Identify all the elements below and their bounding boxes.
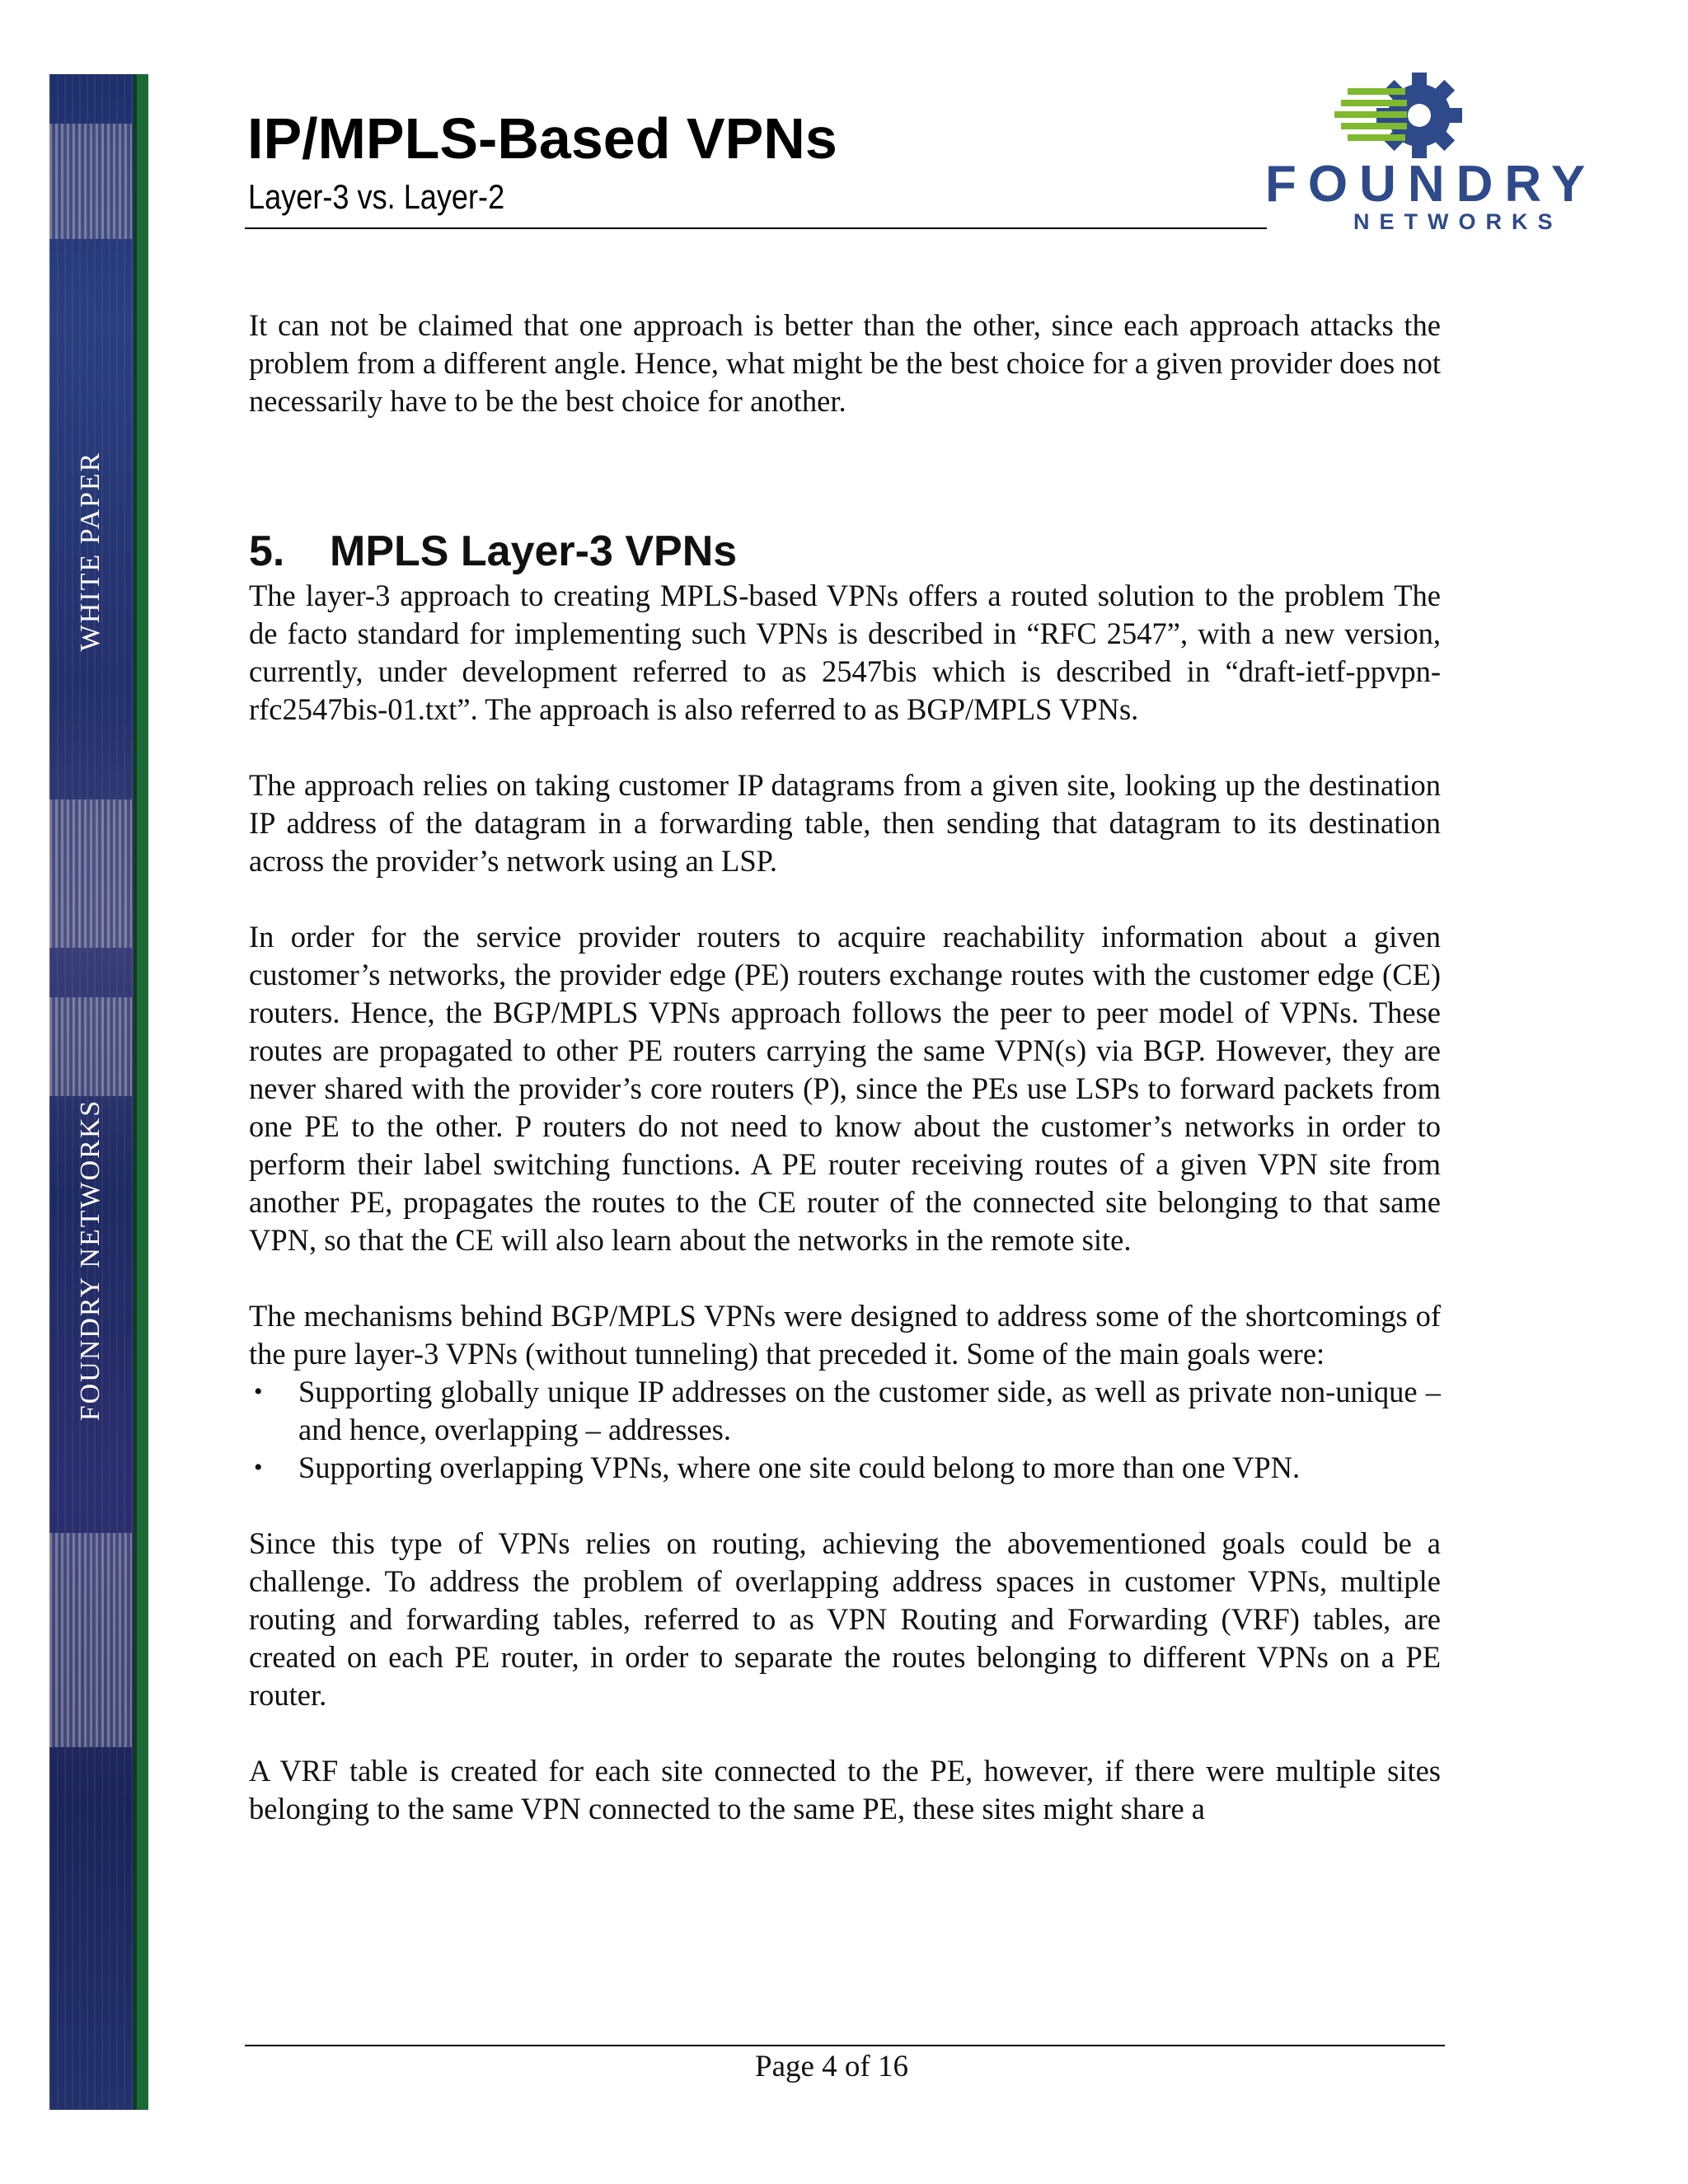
skyline-graphic: [49, 799, 132, 948]
list-item-text: Supporting globally unique IP addresses on the customer side, as well as private non-unique – and hence, overlapping – addresses.: [298, 1375, 1441, 1446]
footer-divider: [245, 2045, 1445, 2046]
decorative-sidebar: [49, 74, 148, 2110]
bullet-icon: •: [254, 1454, 263, 1481]
section-heading: [249, 526, 1441, 577]
intro-paragraph: It can not be claimed that one approach is better than the other, since each approach attacks the problem from a different angle. Hence, what might be the best choice for a given provider does not necessarily have to be the best choice for another.: [249, 308, 1441, 418]
page-number: Page 4 of 16: [755, 2050, 908, 2083]
paragraph: The mechanisms behind BGP/MPLS VPNs were designed to address some of the shortcomings of the pure layer-3 VPNs (without tunneling) that preceded it. Some of the main goals were:: [249, 1299, 1441, 1371]
section-number: 5.: [249, 527, 285, 575]
document-title: IP/MPLS-Based VPNs: [247, 106, 837, 171]
skyline-graphic: [49, 124, 132, 239]
bullet-icon: •: [254, 1378, 263, 1405]
paragraph: The approach relies on taking customer IP datagrams from a given site, looking up the destination IP address of the datagram in a forwarding table, then sending that datagram to its destination across the provider’s network using an LSP.: [249, 768, 1441, 878]
paragraph: In order for the service provider routers to acquire reachability information about a given customer’s networks, the provider edge (PE) routers exchange routes with the customer edge (CE) routers. Hence, the BGP/MPLS VPNs approach follows the peer to peer model of VPNs. These routes are propagated to other PE routers carrying the same VPN(s) via BGP. However, they are never shared with the provider’s core routers (P), since the PEs use LSPs to forward packets from one PE to the other. P routers do not need to know about the customer’s networks in order to perform their label switching functions. A PE router receiving routes of a given VPN site from another PE, propagates the routes to the CE router of the connected site belonging to that same VPN, so that the CE will also learn about the networks in the remote site.: [249, 920, 1441, 1257]
sidebar-label-foundry-networks: FOUNDRY NETWORKS: [75, 1099, 106, 1422]
list-item-text: Supporting overlapping VPNs, where one site could belong to more than one VPN.: [298, 1451, 1301, 1484]
paragraph: The layer-3 approach to creating MPLS-based VPNs offers a routed solution to the problem The de facto standard for implementing such VPNs is described in “RFC 2547”, with a new version, currently, under development referred to as 2547bis which is described in “draft-ietf-ppvpn-rfc2547bis-01.txt”. The approach is also referred to as BGP/MPLS VPNs.: [249, 579, 1441, 726]
header-divider: [245, 227, 1267, 229]
section-title: MPLS Layer-3 VPNs: [330, 527, 738, 575]
goals-list: [249, 1373, 1441, 1487]
logo-wordmark: FOUNDRY: [1265, 156, 1597, 213]
document-subtitle: Layer-3 vs. Layer-2: [248, 177, 505, 216]
list-item: [249, 1449, 1441, 1487]
logo-subtext: NETWORKS: [1353, 209, 1563, 234]
sidebar-label-white-paper: WHITE PAPER: [75, 451, 106, 652]
skyline-graphic: [49, 997, 132, 1096]
paragraph: A VRF table is created for each site connected to the PE, however, if there were multiple sites belonging to the same VPN connected to the same PE, these sites might share a: [249, 1754, 1441, 1825]
main-content: [249, 307, 1441, 1828]
skyline-graphic: [49, 1533, 132, 1747]
paragraph: Since this type of VPNs relies on routing, achieving the abovementioned goals could be a challenge. To address the problem of overlapping address spaces in customer VPNs, multiple routing and forwarding tables, referred to as VPN Routing and Forwarding (VRF) tables, are created on each PE router, in order to separate the routes belonging to different VPNs on a PE router.: [249, 1526, 1441, 1712]
list-item: [249, 1373, 1441, 1449]
